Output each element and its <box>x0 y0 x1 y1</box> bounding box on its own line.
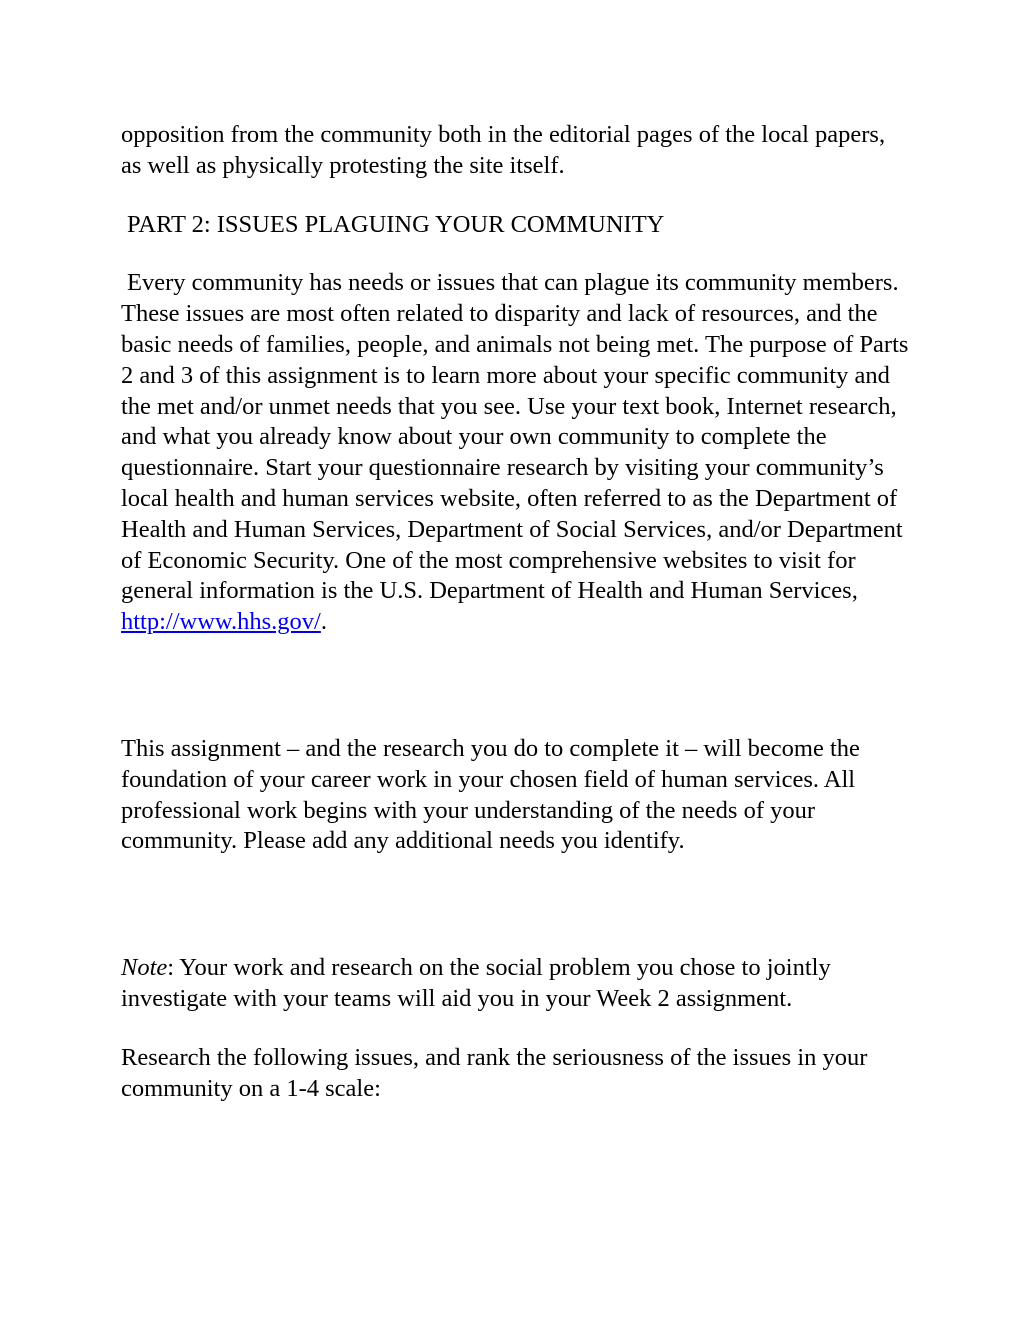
hhs-link[interactable]: http://www.hhs.gov/ <box>121 608 321 636</box>
note-text: : Your work and research on the social problem you chose to jointly investigate with your teams will aid you in your Week 2 assignment. <box>121 954 831 1012</box>
paragraph-community-needs <box>121 268 911 638</box>
note-label: Note <box>121 954 168 982</box>
paragraph-community-needs-text: Every community has needs or issues that can plague its community members. These issues are most often related to disparity and lack of resources, and the basic needs of families, people, and animals not being met. The purpose of Parts 2 and 3 of this assignment is to learn more about your specific community and the met and/or unmet needs that you see. Use your text book, Internet research, and what you already know about your own community to complete the questionnaire. Start your questionnaire research by visiting your community’s local health and human services website, often referred to as the Department of Health and Human Services, Department of Social Services, and/or Department of Economic Security. One of the most comprehensive websites to visit for general information is the U.S. Department of Health and Human Services, <box>121 269 909 605</box>
paragraph-note <box>121 953 911 1015</box>
paragraph-research-instructions: Research the following issues, and rank the seriousness of the issues in your community on a 1-4 scale: <box>121 1043 868 1102</box>
paragraph-community-needs-end: . <box>320 608 327 636</box>
section-heading: PART 2: ISSUES PLAGUING YOUR COMMUNITY <box>127 210 665 238</box>
document-page <box>121 120 911 1104</box>
paragraph-opposition: opposition from the community both in the editorial pages of the local papers, as well as physically protesting the site itself. <box>121 121 886 179</box>
paragraph-assignment-foundation: This assignment – and the research you do to complete it – will become the foundation of your career work in your chosen field of human services. All professional work begins with your understanding of the needs of your community. Please add any additional needs you identify. <box>121 734 860 855</box>
